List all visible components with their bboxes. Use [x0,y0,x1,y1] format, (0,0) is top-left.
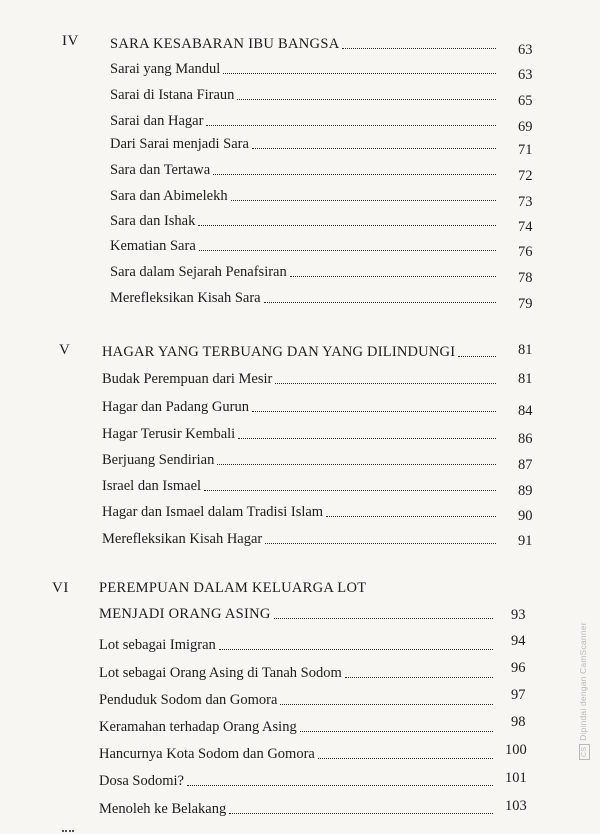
toc-row [110,110,533,135]
toc-row [110,210,533,235]
dot-leader [318,758,493,759]
toc-entry-title: Israel dan Ismael [102,478,202,494]
toc-entry-title: Hancurnya Kota Sodom dan Gomora [99,746,315,762]
toc-entry-title: Merefleksikan Kisah Hagar [102,531,263,547]
toc-row [99,742,527,763]
toc-row [102,528,533,549]
toc-row [110,133,533,158]
toc-page-number: 63 [518,42,533,58]
dot-leader [274,618,493,619]
toc-page-number: 79 [518,296,533,312]
dot-leader [252,411,496,412]
toc-row [102,449,533,473]
dot-leader [237,99,496,100]
toc-entry-title: Kematian Sara [110,238,196,254]
dot-leader [219,649,493,650]
dot-leader [326,516,496,517]
toc-row-chapter-heading [99,603,526,623]
toc-page-number: 100 [505,742,527,758]
toc-entry-title: Berjuang Sendirian [102,452,215,468]
toc-page-number: 63 [518,67,533,83]
toc-row-chapter-heading [110,33,533,58]
toc-entry-title: MENJADI ORANG ASING [99,606,271,622]
toc-page-number: 86 [518,431,533,447]
toc-page-number: 94 [511,633,526,649]
scanner-watermark [578,622,590,760]
toc-row [99,714,526,736]
dot-leader [342,48,496,49]
toc-entry-title: Hagar dan Ismael dalam Tradisi Islam [102,504,324,520]
toc-row [99,770,527,790]
dot-leader [238,438,496,439]
toc-page-number: 98 [511,714,526,730]
toc-row [99,798,527,818]
chapter-numeral: VI [52,580,69,596]
toc-row [102,501,533,524]
toc-entry-title: HAGAR YANG TERBUANG DAN YANG DILINDUNGI [102,344,456,360]
toc-entry-title: Hagar dan Padang Gurun [102,399,249,415]
toc-entry-title: Penduduk Sodom dan Gomora [99,692,278,708]
toc-page-number: 81 [518,342,533,358]
chapter-title-line: PEREMPUAN DALAM KELUARGA LOT [99,580,367,596]
toc-row [102,368,533,388]
toc-page-number: 81 [518,371,533,387]
dot-leader [223,73,496,74]
toc-page-number: 96 [511,660,526,676]
dot-leader [213,174,496,175]
toc-row [102,396,533,419]
toc-entry-title: Sara dan Ishak [110,213,196,229]
dot-leader [204,490,496,491]
toc-entry-title: Lot sebagai Orang Asing di Tanah Sodom [99,665,342,681]
toc-row [110,58,533,83]
toc-row-chapter-heading [102,341,533,361]
toc-page-number: 78 [518,270,533,286]
toc-page-number: 76 [518,244,533,260]
toc-row [110,84,533,109]
dot-leader [198,225,496,226]
dot-leader [217,464,496,465]
toc-entry-title: Sara dan Tertawa [110,162,211,178]
toc-page-number: 71 [518,142,533,158]
toc-entry-title: Sarai dan Hagar [110,113,204,129]
toc-row [110,185,533,210]
toc-row [99,660,526,682]
toc-page-number: 74 [518,219,533,235]
toc-page-number: 73 [518,194,533,210]
toc-entry-title: SARA KESABARAN IBU BANGSA [110,36,340,52]
page-continuation-mark [62,828,74,832]
dot-leader [187,785,493,786]
watermark-text: Dipindai dengan CamScanner [578,622,588,741]
dot-leader [280,704,493,705]
toc-row [102,423,533,447]
chapter-numeral: V [59,342,71,358]
toc-row [110,261,533,286]
dot-leader [231,200,496,201]
toc-row [110,287,533,312]
toc-entry-title: Sara dalam Sejarah Penafsiran [110,264,287,280]
dot-leader [252,148,496,149]
toc-entry-title: Menoleh ke Belakang [99,801,227,817]
dot-leader [290,276,496,277]
dot-leader [300,731,493,732]
toc-row [99,687,526,709]
toc-row [99,633,526,654]
camscanner-logo-icon: CS [579,744,590,760]
dot-leader [264,302,496,303]
toc-page-number: 90 [518,508,533,524]
toc-entry-title: Merefleksikan Kisah Sara [110,290,261,306]
toc-entry-title: Dari Sarai menjadi Sara [110,136,249,152]
toc-row [110,159,533,184]
toc-page-number: 84 [518,403,533,419]
toc-row [110,235,533,260]
toc-entry-title: Keramahan terhadap Orang Asing [99,719,297,735]
chapter-numeral: IV [62,33,79,49]
toc-entry-title: Sarai di Istana Firaun [110,87,235,103]
toc-page-number: 69 [518,119,533,135]
toc-page-number: 87 [518,457,533,473]
toc-page-number: 91 [518,533,533,549]
toc-entry-title: Hagar Terusir Kembali [102,426,236,442]
toc-entry-title: Dosa Sodomi? [99,773,184,789]
dot-leader [345,677,493,678]
dot-leader [275,383,496,384]
toc-page-number: 65 [518,93,533,109]
dot-leader [265,543,496,544]
toc-page-number: 103 [505,798,527,814]
toc-page-number: 89 [518,483,533,499]
toc-page-number: 101 [505,770,527,786]
toc-entry-title: Sara dan Abimelekh [110,188,228,204]
toc-entry-title: Lot sebagai Imigran [99,637,216,653]
toc-page-number: 97 [511,687,526,703]
toc-entry-title: Sarai yang Mandul [110,61,221,77]
toc-entry-title: Budak Perempuan dari Mesir [102,371,273,387]
dot-leader [206,125,496,126]
toc-row [102,475,533,499]
toc-page-number: 93 [511,607,526,623]
dot-leader [199,250,496,251]
dot-leader [458,356,496,357]
dot-leader [229,813,493,814]
toc-page-number: 72 [518,168,533,184]
